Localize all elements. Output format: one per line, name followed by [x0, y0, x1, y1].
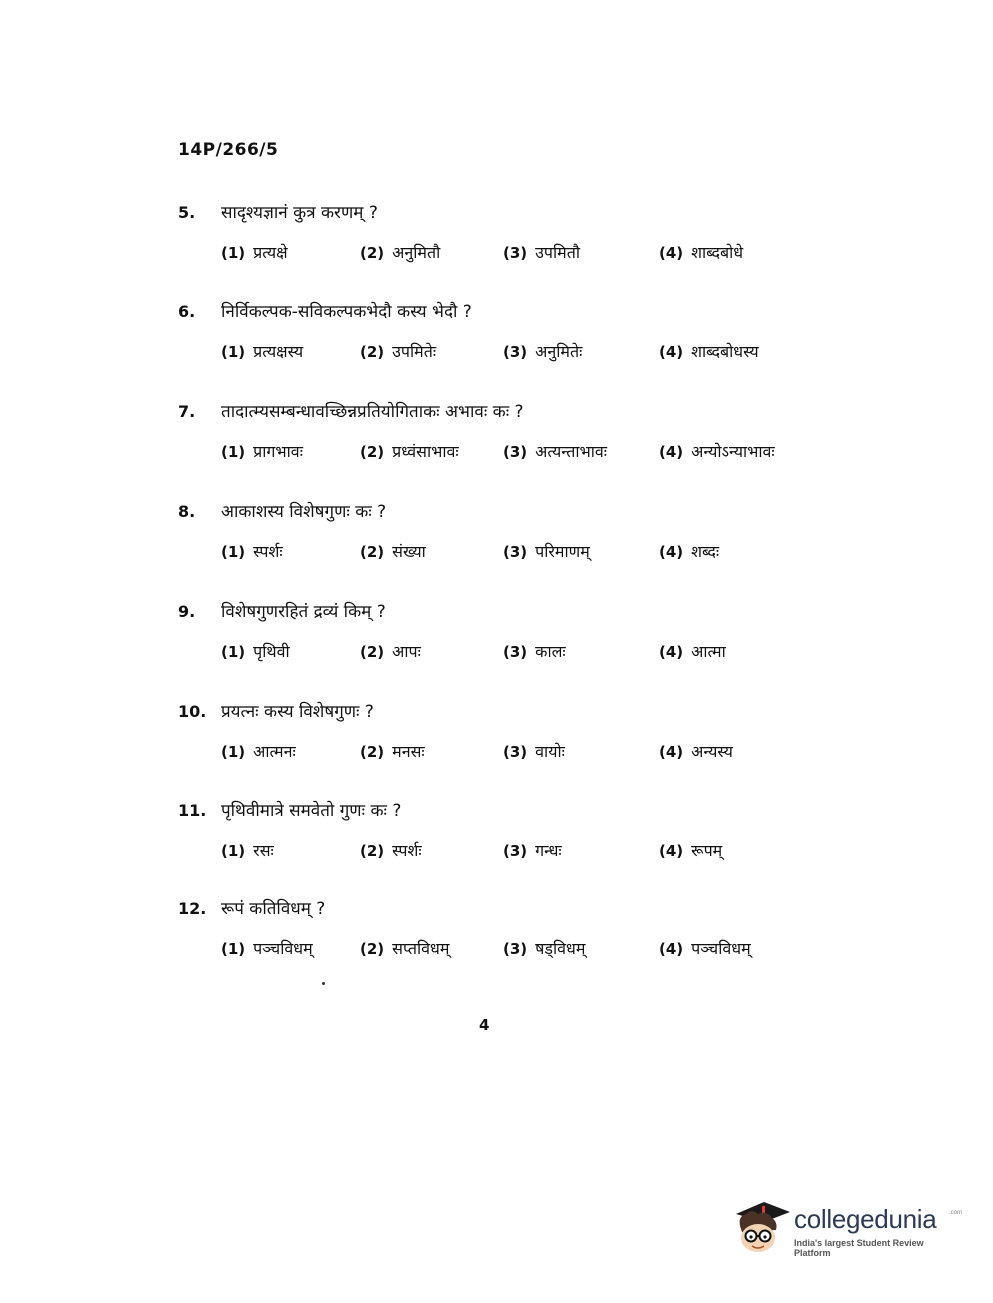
- question-11: [0, 801, 993, 881]
- option-2: (2) मनसः: [360, 742, 425, 761]
- question-text: आकाशस्य विशेषगुणः कः ?: [221, 502, 387, 522]
- option-4: (4) आत्मा: [659, 642, 726, 661]
- option-1: (1) प्रत्यक्षे: [221, 243, 288, 262]
- option-3: (3) अत्यन्ताभावः: [503, 442, 608, 461]
- option-4: (4) शब्दः: [659, 542, 720, 561]
- option-2: (2) उपमितेः: [360, 342, 437, 361]
- question-text: पृथिवीमात्रे समवेतो गुणः कः ?: [221, 801, 402, 821]
- question-number: 12.: [178, 899, 207, 918]
- option-4: (4) शाब्दबोधे: [659, 243, 744, 262]
- option-3: (3) कालः: [503, 642, 566, 661]
- option-3: (3) गन्धः: [503, 841, 562, 860]
- question-5: [0, 203, 993, 283]
- question-text: विशेषगुणरहितं द्रव्यं किम् ?: [221, 602, 386, 622]
- stray-mark: [322, 982, 325, 985]
- option-3: (3) परिमाणम्: [503, 542, 590, 561]
- question-number: 6.: [178, 302, 196, 321]
- question-text: तादात्म्यसम्बन्धावच्छिन्नप्रतियोगिताकः अभावः कः ?: [221, 402, 524, 422]
- logo-tagline: India's largest Student Review Platform: [794, 1238, 924, 1258]
- question-8: [0, 502, 993, 582]
- option-1: (1) पृथिवी: [221, 642, 290, 661]
- option-4: (4) अन्यस्य: [659, 742, 733, 761]
- option-1: (1) प्रत्यक्षस्य: [221, 342, 304, 361]
- question-number: 8.: [178, 502, 196, 521]
- question-text: प्रयत्नः कस्य विशेषगुणः ?: [221, 702, 374, 722]
- option-2: (2) प्रध्वंसाभावः: [360, 442, 459, 461]
- option-1: (1) स्पर्शः: [221, 542, 283, 561]
- question-number: 10.: [178, 702, 207, 721]
- logo-tld: .com: [949, 1210, 963, 1216]
- option-3: (3) उपमितौ: [503, 243, 580, 262]
- collegedunia-logo[interactable]: [732, 1196, 962, 1258]
- option-3: (3) षड्विधम्: [503, 939, 586, 958]
- option-2: (2) अनुमितौ: [360, 243, 441, 262]
- option-4: (4) शाब्दबोधस्य: [659, 342, 759, 361]
- option-1: (1) पञ्चविधम्: [221, 939, 313, 958]
- option-2: (2) स्पर्शः: [360, 841, 422, 860]
- question-10: [0, 702, 993, 782]
- option-2: (2) संख्या: [360, 542, 426, 561]
- question-number: 11.: [178, 801, 207, 820]
- question-9: [0, 602, 993, 682]
- option-4: (4) रूपम्: [659, 841, 723, 860]
- question-7: [0, 402, 993, 482]
- option-1: (1) आत्मनः: [221, 742, 296, 761]
- question-text: रूपं कतिविधम् ?: [221, 899, 326, 919]
- question-text: निर्विकल्पक-सविकल्पकभेदौ कस्य भेदौ ?: [221, 302, 472, 322]
- option-3: (3) अनुमितेः: [503, 342, 583, 361]
- option-3: (3) वायोः: [503, 742, 565, 761]
- question-number: 5.: [178, 203, 196, 222]
- option-4: (4) अन्योऽन्याभावः: [659, 442, 775, 461]
- question-text: सादृश्यज्ञानं कुत्र करणम् ?: [221, 203, 378, 223]
- question-number: 7.: [178, 402, 196, 421]
- paper-code: 14P/266/5: [178, 140, 279, 160]
- question-number: 9.: [178, 602, 196, 621]
- option-1: (1) रसः: [221, 841, 274, 860]
- option-1: (1) प्रागभावः: [221, 442, 303, 461]
- question-12: [0, 899, 993, 979]
- option-2: (2) आपः: [360, 642, 421, 661]
- question-6: [0, 302, 993, 382]
- option-2: (2) सप्तविधम्: [360, 939, 450, 958]
- page-number: 4: [479, 1016, 490, 1034]
- logo-wordmark: collegedunia: [794, 1204, 937, 1234]
- graduate-mascot-icon: [732, 1196, 790, 1258]
- option-4: (4) पञ्चविधम्: [659, 939, 751, 958]
